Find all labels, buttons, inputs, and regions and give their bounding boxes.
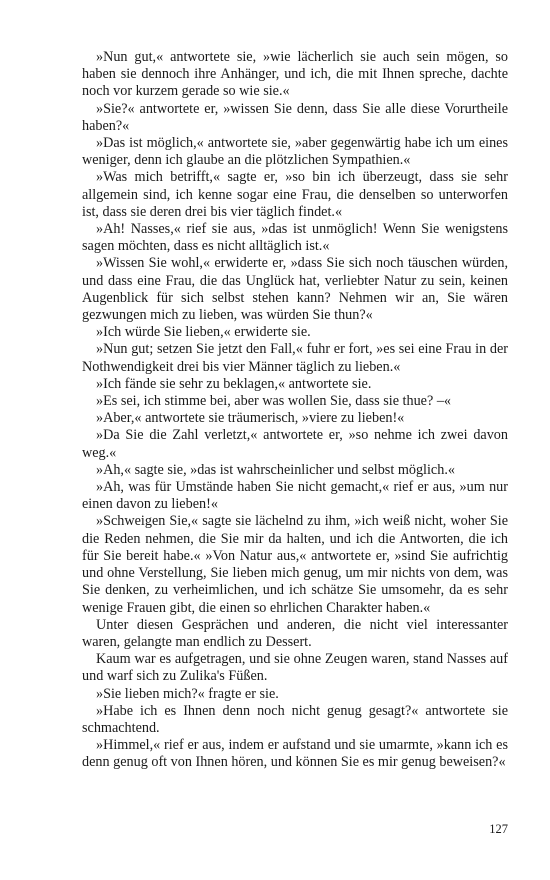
paragraph: »Das ist möglich,« antwortete sie, »aber gegenwärtig habe ich um eines weniger, denn ich glaube an die plötzlichen Sympathien.« <box>82 135 508 169</box>
body-text <box>82 49 508 772</box>
paragraph: Unter diesen Gesprächen und anderen, die nicht viel interessanter waren, gelangte man endlich zu Dessert. <box>82 616 508 650</box>
paragraph: »Nun gut,« antwortete sie, »wie lächerlich sie auch sein mögen, so haben sie dennoch ihre Anhänger, und ich, die mit Ihnen spreche, dachte noch vor kurzem gerade so wie sie.« <box>82 49 508 100</box>
paragraph: »Nun gut; setzen Sie jetzt den Fall,« fuhr er fort, »es sei eine Frau in der Nothwendigkeit drei bis vier Männer täglich zu lieben.« <box>82 341 508 375</box>
paragraph: »Wissen Sie wohl,« erwiderte er, »dass Sie sich noch täuschen würden, und dass eine Frau, die das Unglück hat, verliebter Natur zu sein, keinen Augenblick für sich selbst stehen kann? Nehmen wir an, Sie wären gezwungen mich zu lieben, was würden Sie thun?« <box>82 255 508 324</box>
paragraph: »Sie?« antwortete er, »wissen Sie denn, dass Sie alle diese Vorurtheile haben?« <box>82 100 508 134</box>
paragraph: »Aber,« antwortete sie träumerisch, »viere zu lieben!« <box>96 410 405 427</box>
paragraph: »Es sei, ich stimme bei, aber was wollen Sie, dass sie thue? –« <box>96 393 452 410</box>
paragraph: Kaum war es aufgetragen, und sie ohne Zeugen waren, stand Nasses auf und warf sich zu Zulika's Füßen. <box>82 651 508 685</box>
paragraph: »Ich würde Sie lieben,« erwiderte sie. <box>96 324 311 341</box>
paragraph: »Was mich betrifft,« sagte er, »so bin ich überzeugt, dass sie sehr allgemein sind, ich kenne sogar eine Frau, die denselben so unterworfen ist, dass sie deren drei bis vier täglich findet.« <box>82 169 508 220</box>
paragraph: »Ah! Nasses,« rief sie aus, »das ist unmöglich! Wenn Sie wenigstens sagen möchten, dass es nicht alltäglich ist.« <box>82 221 508 255</box>
paragraph: »Sie lieben mich?« fragte er sie. <box>96 685 279 702</box>
paragraph: »Ah, was für Umstände haben Sie nicht gemacht,« rief er aus, »um nur einen davon zu lieben!« <box>82 479 508 513</box>
page-number: 127 <box>489 822 508 836</box>
paragraph: »Schweigen Sie,« sagte sie lächelnd zu ihm, »ich weiß nicht, woher Sie die Reden nehmen, die Sie mir da halten, und ich die Antworten, die ich für Sie bereit habe.« »Von Natur aus,« antwortete er, »sind Sie aufrichtig und ohne Verstellung, Sie lieben mich genug, um mir nichts von dem, was Sie denken, zu verheimlichen, und ich schätze Sie umsomehr, da es sehr wenige Frauen gibt, die einen so ehrlichen Charakter haben.« <box>82 513 508 616</box>
paragraph: »Himmel,« rief er aus, indem er aufstand und sie umarmte, »kann ich es denn genug oft von Ihnen hören, und können Sie es mir genug beweisen?« <box>82 737 508 771</box>
paragraph: »Da Sie die Zahl verletzt,« antwortete er, »so nehme ich zwei davon weg.« <box>82 427 508 461</box>
paragraph: »Ich fände sie sehr zu beklagen,« antwortete sie. <box>96 375 372 392</box>
paragraph: »Ah,« sagte sie, »das ist wahrscheinlicher und selbst möglich.« <box>96 461 455 478</box>
paragraph: »Habe ich es Ihnen denn noch nicht genug gesagt?« antwortete sie schmachtend. <box>82 702 508 736</box>
